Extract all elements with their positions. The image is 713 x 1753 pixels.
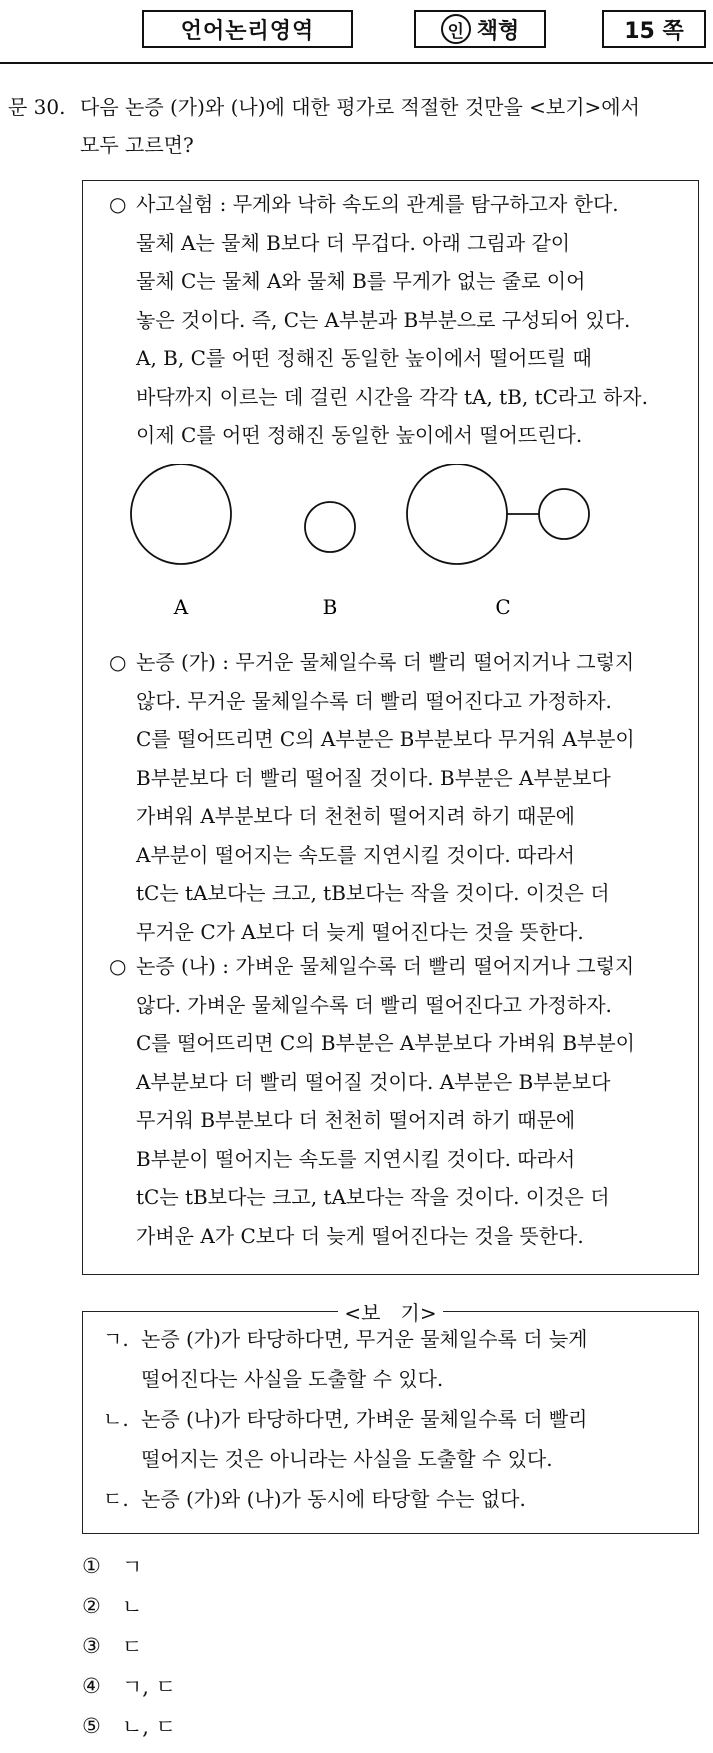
argument-ga-text: C를 떨어뜨리면 C의 A부분은 B부분보다 무거워 A부분이 bbox=[136, 727, 635, 751]
option-number: ⑤ bbox=[82, 1714, 101, 1738]
label-b: B bbox=[322, 595, 338, 619]
subject-title-text: 언어논리영역 bbox=[180, 18, 315, 44]
argument-na-line bbox=[109, 1063, 685, 1102]
thought-experiment-text: 놓은 것이다. 즉, C는 A부분과 B부분으로 구성되어 있다. bbox=[136, 307, 631, 332]
option-text: ㄴ, ㄷ bbox=[122, 1715, 176, 1739]
page-number bbox=[602, 10, 706, 48]
argument-na-text: 가벼운 A가 C보다 더 늦게 떨어진다는 것을 뜻한다. bbox=[136, 1223, 584, 1248]
question-stem bbox=[8, 88, 708, 164]
argument-ga-line bbox=[109, 643, 685, 682]
thought-experiment-text: A, B, C를 어떤 정해진 동일한 높이에서 떨어뜨릴 때 bbox=[136, 346, 592, 370]
argument-ga-text: 논증 (가) : 무거운 물체일수록 더 빨리 떨어지거나 그렇지 bbox=[136, 650, 635, 674]
option-text: ㄴ bbox=[122, 1595, 143, 1619]
argument-ga-text: B부분보다 더 빨리 떨어질 것이다. B부분은 A부분보다 bbox=[136, 765, 611, 790]
bogi-item-marker: ㄷ. bbox=[103, 1487, 129, 1511]
answer-option[interactable] bbox=[82, 1706, 176, 1746]
thought-experiment-text: 사고실험 : 무게와 낙하 속도의 관계를 탐구하고자 한다. bbox=[136, 192, 619, 216]
option-number: ① bbox=[82, 1554, 101, 1578]
option-text: ㄱ, ㄷ bbox=[122, 1675, 176, 1699]
thought-experiment-line bbox=[109, 185, 685, 224]
argument-ga-line bbox=[109, 682, 685, 721]
argument-na-line bbox=[109, 1140, 685, 1179]
option-number: ④ bbox=[82, 1674, 101, 1698]
bogi-item bbox=[103, 1319, 689, 1359]
argument-na-text: A부분보다 더 빨리 떨어질 것이다. A부분은 B부분보다 bbox=[136, 1069, 611, 1094]
argument-ga-line bbox=[109, 836, 685, 875]
argument-ga-text: 않다. 무거운 물체일수록 더 빨리 떨어진다고 가정하자. bbox=[136, 688, 612, 713]
argument-ga-line bbox=[109, 720, 685, 759]
bogi-item-text: 논증 (나)가 타당하다면, 가벼운 물체일수록 더 빨리 bbox=[141, 1407, 588, 1431]
thought-experiment-text: 이제 C를 어떤 정해진 동일한 높이에서 떨어뜨린다. bbox=[136, 423, 583, 447]
argument-na-text: 논증 (나) : 가벼운 물체일수록 더 빨리 떨어지거나 그렇지 bbox=[136, 954, 635, 978]
question-number: 문 30. bbox=[8, 95, 66, 119]
argument-ga-text: 무거운 C가 A보다 더 늦게 떨어진다는 것을 뜻한다. bbox=[136, 919, 584, 944]
argument-na-line bbox=[109, 1178, 685, 1217]
argument-ga-text: tC는 tA보다는 크고, tB보다는 작을 것이다. 이것은 더 bbox=[136, 881, 610, 905]
thought-experiment-line bbox=[109, 301, 685, 340]
thought-experiment-text: 물체 C는 물체 A와 물체 B를 무게가 없는 줄로 이어 bbox=[136, 269, 586, 293]
argument-na-text: 무거워 B부분보다 더 천천히 떨어지려 하기 때문에 bbox=[136, 1108, 576, 1132]
bogi-item-marker: ㄱ. bbox=[103, 1327, 129, 1351]
bogi-item-marker: ㄴ. bbox=[103, 1407, 129, 1431]
question-stem-line1 bbox=[8, 88, 708, 126]
argument-ga-text: A부분이 떨어지는 속도를 지연시킬 것이다. 따라서 bbox=[136, 842, 575, 867]
bullet-icon: ○ bbox=[109, 650, 127, 674]
option-text: ㄷ bbox=[122, 1635, 143, 1659]
object-c-small-circle bbox=[539, 489, 589, 539]
argument-ga-paragraph bbox=[109, 643, 685, 951]
thought-experiment-text: 물체 A는 물체 B보다 더 무겁다. 아래 그림과 같이 bbox=[136, 230, 571, 255]
answer-option[interactable] bbox=[82, 1586, 176, 1626]
bogi-item bbox=[103, 1479, 689, 1519]
answer-option[interactable] bbox=[82, 1666, 176, 1706]
object-b-circle bbox=[305, 502, 355, 552]
label-c: C bbox=[495, 595, 511, 619]
bogi-item bbox=[103, 1399, 689, 1439]
bogi-item-continuation: 떨어진다는 사실을 도출할 수 있다. bbox=[141, 1367, 444, 1391]
thought-experiment-line bbox=[109, 416, 685, 455]
option-number: ③ bbox=[82, 1634, 101, 1658]
question-stem-line2: 모두 고르면? bbox=[80, 133, 194, 157]
thought-experiment-text: 바닥까지 이르는 데 걸린 시간을 각각 tA, tB, tC라고 하자. bbox=[136, 384, 648, 409]
booklet-type-label: 책형 bbox=[476, 18, 520, 44]
label-a: A bbox=[173, 595, 189, 619]
option-text: ㄱ bbox=[122, 1555, 143, 1579]
argument-ga-line bbox=[109, 913, 685, 952]
bogi-item-text: 논증 (가)가 타당하다면, 무거운 물체일수록 더 늦게 bbox=[141, 1327, 588, 1351]
argument-na-line bbox=[109, 1101, 685, 1140]
thought-experiment-line bbox=[109, 224, 685, 263]
bullet-icon: ○ bbox=[109, 954, 127, 978]
header-divider bbox=[0, 62, 713, 64]
thought-experiment-line bbox=[109, 262, 685, 301]
argument-ga-line bbox=[109, 797, 685, 836]
answer-options bbox=[82, 1546, 176, 1746]
option-number: ② bbox=[82, 1594, 101, 1618]
passage-box bbox=[82, 180, 699, 1275]
argument-na-line bbox=[109, 1024, 685, 1063]
bullet-icon: ○ bbox=[109, 192, 127, 216]
bogi-item-text: 논증 (가)와 (나)가 동시에 타당할 수는 없다. bbox=[141, 1487, 526, 1511]
thought-experiment-line bbox=[109, 378, 685, 417]
argument-ga-text: 가벼워 A부분보다 더 천천히 떨어지려 하기 때문에 bbox=[136, 804, 575, 828]
subject-title bbox=[142, 10, 353, 48]
argument-na-line bbox=[109, 947, 685, 986]
argument-na-text: tC는 tB보다는 크고, tA보다는 작을 것이다. 이것은 더 bbox=[136, 1185, 610, 1209]
thought-experiment-paragraph bbox=[109, 185, 685, 455]
booklet-type bbox=[414, 10, 546, 48]
argument-ga-line bbox=[109, 759, 685, 798]
argument-na-text: B부분이 떨어지는 속도를 지연시킬 것이다. 따라서 bbox=[136, 1146, 576, 1171]
page-number-text: 15 쪽 bbox=[624, 18, 684, 44]
objects-figure bbox=[83, 464, 697, 624]
object-a-circle bbox=[131, 464, 231, 564]
answer-option[interactable] bbox=[82, 1626, 176, 1666]
bogi-box bbox=[82, 1311, 699, 1534]
object-c-large-circle bbox=[407, 464, 507, 564]
argument-na-line bbox=[109, 1217, 685, 1256]
answer-option[interactable] bbox=[82, 1546, 176, 1586]
bogi-title: <보 기> bbox=[344, 1300, 437, 1325]
bogi-list bbox=[103, 1319, 689, 1519]
argument-na-text: C를 떨어뜨리면 C의 B부분은 A부분보다 가벼워 B부분이 bbox=[136, 1031, 635, 1055]
argument-ga-line bbox=[109, 874, 685, 913]
thought-experiment-line bbox=[109, 339, 685, 378]
booklet-type-mark: 인 bbox=[441, 14, 471, 44]
argument-na-text: 않다. 가벼운 물체일수록 더 빨리 떨어진다고 가정하자. bbox=[136, 992, 612, 1017]
question-stem-text1: 다음 논증 (가)와 (나)에 대한 평가로 적절한 것만을 <보기>에서 bbox=[80, 95, 640, 119]
argument-na-paragraph bbox=[109, 947, 685, 1255]
bogi-item-continuation: 떨어지는 것은 아니라는 사실을 도출할 수 있다. bbox=[141, 1447, 553, 1471]
argument-na-line bbox=[109, 986, 685, 1025]
